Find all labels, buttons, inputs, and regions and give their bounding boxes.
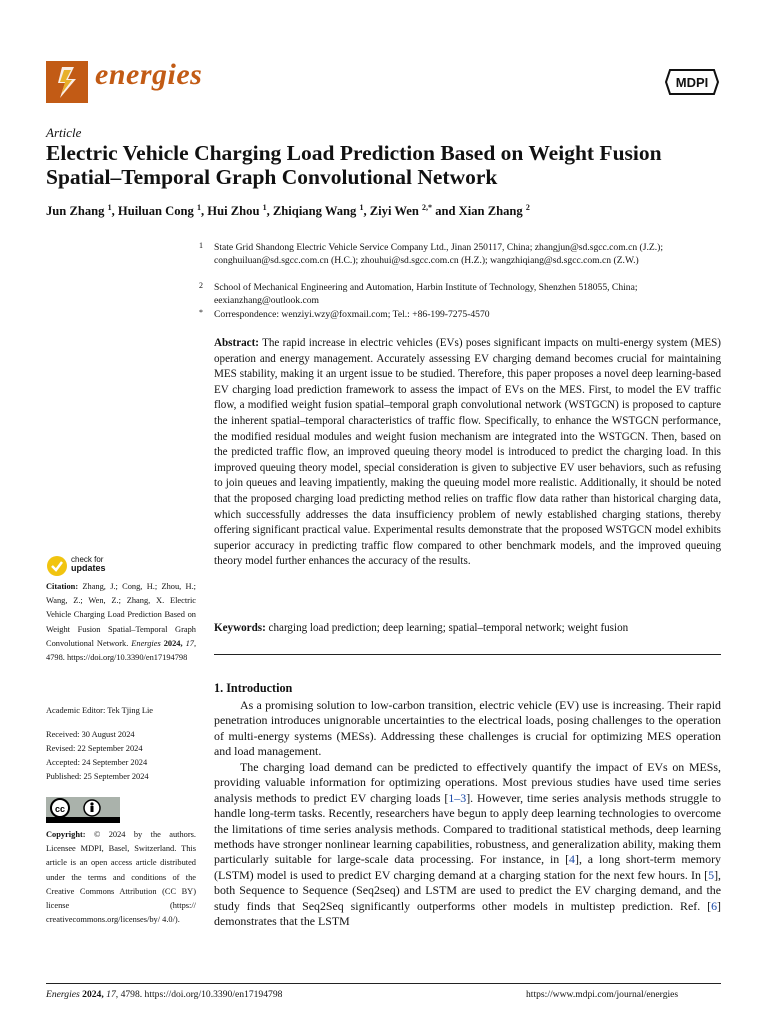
accepted-date: Accepted: 24 September 2024 [46,758,148,767]
citation-link[interactable]: 1–3 [448,790,467,805]
keywords-label: Keywords: [214,622,266,634]
cc-by-license-badge[interactable] [46,797,120,823]
academic-editor: Academic Editor: Tek Tjing Lie [46,706,154,715]
mdpi-logo [664,66,720,98]
revised-date: Revised: 22 September 2024 [46,744,143,753]
article-type: Article [46,125,82,140]
affiliation-1: 1 State Grid Shandong Electric Vehicle Service Company Ltd., Jinan 250117, China; zhangjun@sd.sgcc.com.cn (J.Z.); conghuiluan@sd.sgcc.com.cn (H.C.); zhouhui@sd.sgcc.com.cn (H.Z.); wangzhiqiang@sd.sgcc.com.cn (Z.W.) [199,241,663,267]
abstract-text: The rapid increase in electric vehicles (EVs) poses significant impacts on multi-energy system (MES) operation and energy management. Accurately assessing EV charging demand becomes crucial for maintaining MES stability, making it an urgent issue to be studied. Therefore, this paper proposes a novel deep learning-based EV charging load prediction framework to assess the impact of EVs on the MES. First, to model the EV traffic flow, a modified weight fusion spatial–temporal graph convolutional network (WSTGCN) is proposed to capture the inherent spatial–temporal characteristics of traffic flow. Specifically, to enhance the WSTGCN performance, the modified residual modules and weight fusion mechanism are integrated into the WSTGCN. Then, based on the predicted traffic flow, an improved queuing theory model is introduced to predict the charging load. In this improved queuing theory model, special consideration is given to subjective EV user behaviors, such as refusing to join queues and leaving impatiently, making the queuing model more realistic. Additionally, it should be noted that the proposed charging load predicting method relies on traffic flow data rather than historical charging data, which successfully addresses the data insufficiency problem of newly established charging stations, thereby offering significant practical value. Experimental results demonstrate that the proposed WSTGCN model exhibits superior accuracy in predicting traffic flow compared to other benchmark models, and the improved queuing theory model further enhances the accuracy of the results. [214,337,721,568]
abstract-label: Abstract: [214,337,259,349]
published-date: Published: 25 September 2024 [46,772,149,781]
author-name: Xian Zhang $^2$ [458,203,530,219]
check-icon [46,555,68,577]
citation-link[interactable]: 5 [708,867,715,882]
author-name: Hui Zhou $^1$ [207,203,267,219]
author-name: Ziyi Wen $^{2,*}$ [369,203,433,219]
abstract [214,336,721,570]
divider [214,654,721,655]
svg-text:MDPI: MDPI [675,75,709,90]
citation: Citation: Zhang, J.; Cong, H.; Zhou, H.; Wang, Z.; Wen, Z.; Zhang, X. Electric Vehicle Charging Load Prediction Based on Weight Fusion Spatial–Temporal Graph Convolutional Network. Energies 2024, 17, 4798. https://doi.org/10.3390/en17194798 [46,582,197,663]
affiliation-2: 2 School of Mechanical Engineering and Automation, Harbin Institute of Technology, Shenzhen 518055, China; eexianzhang@outlook.com [199,281,638,307]
citation-link[interactable]: 6 [711,898,718,913]
keywords-text: charging load prediction; deep learning; spatial–temporal network; weight fusion [268,622,629,634]
correspondence: * Correspondence: wenziyi.wzy@foxmail.com; Tel.: +86-199-7275-4570 [199,308,490,320]
received-date: Received: 30 August 2024 [46,730,135,739]
copyright-notice: Copyright: © 2024 by the authors. Licensee MDPI, Basel, Switzerland. This article is an open access article distributed under the terms and conditions of the Creative Commons Attribution (CC BY) license (https:// creativecommons.org/licenses/by/ 4.0/). [46,830,197,925]
footer-citation: Energies 2024, 17, 4798. https://doi.org/10.3390/en17194798 [46,989,283,1000]
author-name: Jun Zhang $^1$ [46,203,112,219]
journal-logo-icon [46,61,88,103]
intro-paragraph-2: The charging load demand can be predicted to effectively quantify the impact of EVs on MESs, providing valuable information for optimizing operations. Most previous studies have used time series analysis methods to predict EV charging loads [1–3]. However, time series analysis methods struggle to handle long-term tasks. Recently, researchers have begun to apply deep learning technologies to overcome the limitations of time series analysis methods. Compared to traditional statistical methods, deep learning methods have stronger nonlinear learning capabilities, robustness, and generalization ability, making them particularly suitable for large-scale data processing. For instance, in [4], a long short-term memory (LSTM) model is used to predict EV charging demand at a charging station for the next few hours. In [5], both Sequence to Sequence (Seq2seq) and LSTM are used to predict the EV charging demand, and the study finds that Seq2Seq significantly outperforms other models in multistep prediction. Ref. [6] demonstrates that the LSTM [214,760,721,929]
intro-paragraph-1: As a promising solution to low-carbon transition, electric vehicle (EV) use is increasing. Their rapid penetration introduces unignorable uncertainties to the electrical loads, posing challenges to the operation of multi-energy systems (MESs). Addressing these challenges is crucial for optimizing MES operation and load management. [214,698,721,759]
journal-name: energies [95,58,203,91]
article-title: Electric Vehicle Charging Load Prediction Based on Weight Fusion Spatial–Temporal Graph Convolutional Network [46,141,662,189]
footer-divider [46,983,721,984]
keywords [214,621,721,637]
author-list: Jun Zhang $^1$, Huiluan Cong $^1$, Hui Zhou $^1$, Zhiqiang Wang $^1$, Ziyi Wen $^{2,*}$ and Xian Zhang $^2$ [46,203,530,219]
citation-link[interactable]: 4 [569,852,575,867]
svg-text:cc: cc [54,804,66,814]
section-heading: 1. Introduction [214,681,293,695]
author-name: Huiluan Cong $^1$ [117,203,201,219]
check-for-updates-button[interactable]: check for updates [46,555,126,577]
author-name: Zhiqiang Wang $^1$ [272,203,364,219]
journal-url-link[interactable]: https://www.mdpi.com/journal/energies [526,989,679,1000]
